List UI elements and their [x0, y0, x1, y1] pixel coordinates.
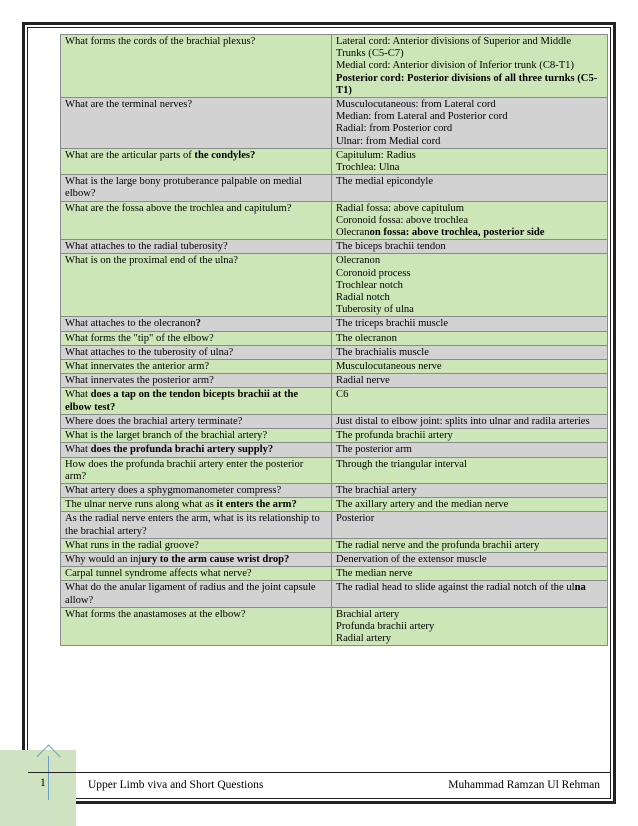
- text-segment: Radial notch: [336, 292, 390, 304]
- question-cell: [61, 148, 332, 174]
- text-segment: What: [65, 389, 91, 401]
- page-number: 1: [40, 777, 46, 789]
- answer-line: [336, 318, 603, 330]
- text-segment: Coronoid fossa: above trochlea: [336, 214, 469, 226]
- question-cell: [61, 483, 332, 497]
- text-segment: As the radial nerve enters the arm, what is its relationship to the brachial artery?: [65, 513, 320, 537]
- text-segment: The brachial artery: [336, 484, 417, 496]
- text-segment: What attaches to the radial tuberosity?: [65, 241, 228, 253]
- table-row: [61, 345, 608, 359]
- answer-line: [336, 444, 603, 456]
- answer-line: [336, 609, 603, 621]
- question-cell: [61, 538, 332, 552]
- table-row: [61, 148, 608, 174]
- text-segment: The radial head to slide against the radial notch of the ul: [336, 582, 575, 594]
- text-segment: Olecran: [336, 227, 370, 239]
- text-segment: on fossa: above trochlea, posterior side: [369, 227, 545, 239]
- answer-cell: [332, 175, 608, 201]
- answer-line: [336, 333, 603, 345]
- text-segment: Olecranon: [336, 255, 381, 267]
- text-segment: Carpal tunnel syndrome affects what nerve?: [65, 568, 252, 580]
- table-row: [61, 98, 608, 149]
- table-row: [61, 240, 608, 254]
- text-segment: The ulnar nerve runs along what as: [65, 499, 217, 511]
- answer-line: [336, 123, 603, 135]
- text-segment: How does the profunda brachii artery enter the posterior arm?: [65, 458, 304, 482]
- text-segment: The radial nerve and the profunda brachii artery: [336, 539, 540, 551]
- text-segment: Musculocutaneous nerve: [336, 361, 442, 373]
- text-segment: Why would an inj: [65, 553, 142, 565]
- table-row: [61, 607, 608, 646]
- answer-cell: [332, 254, 608, 317]
- answer-cell: [332, 360, 608, 374]
- answer-cell: [332, 331, 608, 345]
- table-row: [61, 443, 608, 457]
- text-segment: What artery does a sphygmomanometer compress?: [65, 484, 282, 496]
- question-cell: [61, 512, 332, 538]
- answer-cell: [332, 538, 608, 552]
- text-segment: Coronoid process: [336, 267, 411, 279]
- text-segment: Radial nerve: [336, 375, 390, 387]
- answer-line: [336, 268, 603, 280]
- question-cell: [61, 567, 332, 581]
- answer-cell: [332, 567, 608, 581]
- table-row: [61, 538, 608, 552]
- answer-line: [336, 361, 603, 373]
- text-segment: C6: [336, 389, 349, 401]
- question-cell: [61, 429, 332, 443]
- text-segment: What are the terminal nerves?: [65, 99, 193, 111]
- text-segment: What: [65, 444, 91, 456]
- table-row: [61, 567, 608, 581]
- question-cell: [61, 457, 332, 483]
- answer-line: [336, 162, 603, 174]
- question-cell: [61, 35, 332, 98]
- text-segment: The median nerve: [336, 568, 413, 580]
- text-segment: does the profunda brachi artery supply?: [90, 444, 274, 456]
- answer-line: [336, 241, 603, 253]
- answer-cell: [332, 148, 608, 174]
- answer-line: [336, 227, 603, 239]
- answer-line: [336, 554, 603, 566]
- answer-cell: [332, 388, 608, 414]
- answer-line: [336, 36, 603, 60]
- table-row: [61, 581, 608, 607]
- text-segment: What are the fossa above the trochlea and capitulum?: [65, 202, 292, 214]
- answer-cell: [332, 498, 608, 512]
- text-segment: ?: [195, 318, 201, 330]
- answer-line: [336, 540, 603, 552]
- answer-line: [336, 150, 603, 162]
- text-segment: What is the larget branch of the brachial artery?: [65, 430, 268, 442]
- table-row: [61, 512, 608, 538]
- answer-cell: [332, 414, 608, 428]
- text-segment: Posterior: [336, 513, 375, 525]
- answer-line: [336, 633, 603, 645]
- text-segment: What are the articular parts of: [65, 149, 195, 161]
- table-row: [61, 35, 608, 98]
- text-segment: What innervates the anterior arm?: [65, 361, 210, 373]
- question-cell: [61, 360, 332, 374]
- text-segment: Median: from Lateral and Posterior cord: [336, 111, 508, 123]
- answer-line: [336, 582, 603, 594]
- question-cell: [61, 581, 332, 607]
- table-row: [61, 201, 608, 240]
- question-cell: [61, 607, 332, 646]
- answer-line: [336, 176, 603, 188]
- answer-line: [336, 99, 603, 111]
- answer-cell: [332, 317, 608, 331]
- table-row: [61, 414, 608, 428]
- answer-cell: [332, 240, 608, 254]
- text-segment: Denervation of the extensor muscle: [336, 553, 487, 565]
- question-cell: [61, 345, 332, 359]
- text-segment: Medial cord: Anterior division of Inferior trunk (C8-T1): [336, 60, 575, 72]
- text-segment: The posterior arm: [336, 444, 412, 456]
- answer-line: [336, 215, 603, 227]
- question-cell: [61, 388, 332, 414]
- question-cell: [61, 414, 332, 428]
- text-segment: What do the anular ligament of radius and the joint capsule allow?: [65, 582, 316, 606]
- question-cell: [61, 98, 332, 149]
- answer-cell: [332, 552, 608, 566]
- answer-line: [336, 375, 603, 387]
- answer-line: [336, 389, 603, 401]
- answer-line: [336, 499, 603, 511]
- text-segment: na: [574, 582, 586, 594]
- answer-line: [336, 73, 603, 97]
- text-segment: Radial artery: [336, 633, 392, 645]
- question-cell: [61, 552, 332, 566]
- text-segment: What forms the cords of the brachial plexus?: [65, 36, 256, 47]
- text-segment: Lateral cord: Anterior divisions of Superior and Middle Trunks (C5-C7): [336, 36, 572, 60]
- text-segment: Tuberosity of ulna: [336, 304, 414, 316]
- text-segment: the condyles?: [194, 149, 256, 161]
- answer-cell: [332, 201, 608, 240]
- text-segment: Where does the brachial artery terminate?: [65, 415, 243, 427]
- text-segment: What forms the "tip" of the elbow?: [65, 332, 214, 344]
- answer-line: [336, 280, 603, 292]
- text-segment: Capitulum: Radius: [336, 149, 416, 161]
- text-segment: Ulnar: from Medial cord: [336, 135, 441, 147]
- text-segment: What attaches to the olecranon: [65, 318, 196, 330]
- table-row: [61, 429, 608, 443]
- answer-line: [336, 304, 603, 316]
- answer-cell: [332, 581, 608, 607]
- text-segment: The axillary artery and the median nerve: [336, 499, 509, 511]
- answer-cell: [332, 443, 608, 457]
- answer-line: [336, 255, 603, 267]
- question-cell: [61, 498, 332, 512]
- answer-cell: [332, 512, 608, 538]
- answer-line: [336, 430, 603, 442]
- table-row: [61, 388, 608, 414]
- question-cell: [61, 201, 332, 240]
- text-segment: The brachialis muscle: [336, 346, 429, 358]
- answer-cell: [332, 374, 608, 388]
- text-segment: Trochlear notch: [336, 279, 403, 291]
- answer-cell: [332, 429, 608, 443]
- answer-line: [336, 621, 603, 633]
- text-segment: Radial fossa: above capitulum: [336, 202, 464, 214]
- text-segment: What forms the anastamoses at the elbow?: [65, 608, 246, 620]
- table-row: [61, 317, 608, 331]
- text-segment: The profunda brachii artery: [336, 430, 453, 442]
- text-segment: Brachial artery: [336, 608, 400, 620]
- table-row: [61, 552, 608, 566]
- table-row: [61, 457, 608, 483]
- answer-line: [336, 485, 603, 497]
- text-segment: The medial epicondyle: [336, 176, 434, 188]
- question-cell: [61, 443, 332, 457]
- table-row: [61, 483, 608, 497]
- table-row: [61, 331, 608, 345]
- text-segment: Trochlea: Ulna: [336, 162, 400, 174]
- question-cell: [61, 254, 332, 317]
- footer-document-title: Upper Limb viva and Short Questions: [88, 779, 264, 791]
- question-cell: [61, 317, 332, 331]
- answer-cell: [332, 98, 608, 149]
- answer-cell: [332, 483, 608, 497]
- text-segment: does a tap on the tendon bicepts brachii at the elbow test?: [65, 389, 299, 413]
- answer-cell: [332, 345, 608, 359]
- answer-line: [336, 203, 603, 215]
- table-row: [61, 374, 608, 388]
- answer-line: [336, 513, 603, 525]
- text-segment: What is the large bony protuberance palpable on medial elbow?: [65, 176, 302, 200]
- text-segment: What runs in the radial groove?: [65, 539, 199, 551]
- text-segment: ury to the arm cause wrist drop?: [141, 553, 290, 565]
- table-row: [61, 498, 608, 512]
- answer-line: [336, 459, 603, 471]
- text-segment: Profunda brachii artery: [336, 620, 435, 632]
- table-row: [61, 254, 608, 317]
- text-segment: The triceps brachii muscle: [336, 318, 449, 330]
- text-segment: Radial: from Posterior cord: [336, 123, 453, 135]
- text-segment: Through the triangular interval: [336, 458, 467, 470]
- table-row: [61, 175, 608, 201]
- table-row: [61, 360, 608, 374]
- page-footer: [28, 772, 610, 798]
- question-cell: [61, 240, 332, 254]
- answer-cell: [332, 607, 608, 646]
- question-cell: [61, 374, 332, 388]
- qa-table-body: [61, 35, 608, 646]
- text-segment: it enters the arm?: [216, 499, 297, 511]
- answer-cell: [332, 457, 608, 483]
- text-segment: What innervates the posterior arm?: [65, 375, 214, 387]
- text-segment: What is on the proximal end of the ulna?: [65, 255, 238, 267]
- text-segment: What attaches to the tuberosity of ulna?: [65, 346, 234, 358]
- footer-author: Muhammad Ramzan Ul Rehman: [448, 779, 600, 791]
- question-cell: [61, 331, 332, 345]
- qa-table: [60, 34, 608, 646]
- answer-line: [336, 111, 603, 123]
- answer-line: [336, 292, 603, 304]
- answer-cell: [332, 35, 608, 98]
- answer-line: [336, 60, 603, 72]
- answer-line: [336, 416, 603, 428]
- text-segment: Just distal to elbow joint: splits into ulnar and radila arteries: [336, 415, 590, 427]
- text-segment: The olecranon: [336, 332, 397, 344]
- answer-line: [336, 568, 603, 580]
- answer-line: [336, 136, 603, 148]
- text-segment: Musculocutaneous: from Lateral cord: [336, 99, 496, 111]
- question-cell: [61, 175, 332, 201]
- answer-line: [336, 347, 603, 359]
- text-segment: Posterior cord: Posterior divisions of all three turnks (C5-T1): [336, 72, 598, 96]
- text-segment: The biceps brachii tendon: [336, 241, 446, 253]
